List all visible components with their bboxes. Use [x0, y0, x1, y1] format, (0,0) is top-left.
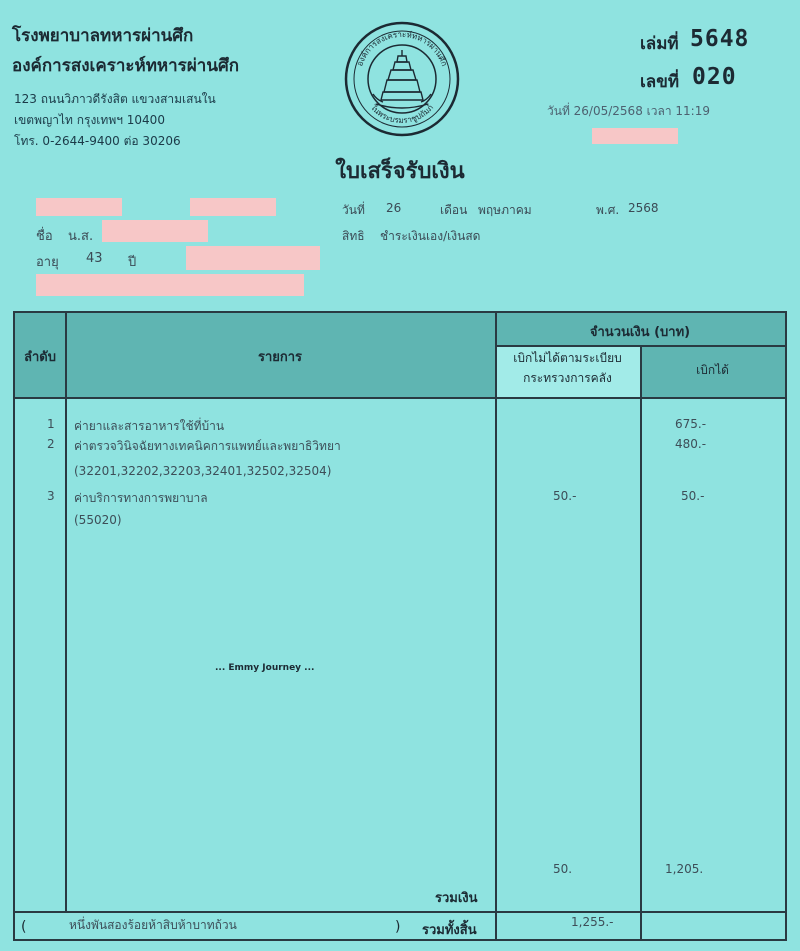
date-month-label: เดือน [440, 203, 468, 217]
rights-label: สิทธิ [342, 229, 365, 243]
row-2-item: ค่าตรวจวินิจฉัยทางเทคนิคการแพทย์และพยาธิวิทยา [74, 439, 341, 453]
column-header-claim: เบิกได้ [696, 363, 729, 377]
book-number-value: 5648 [690, 26, 750, 52]
col-divider [65, 313, 67, 913]
redacted-block [36, 274, 304, 296]
date-day-label: วันที่ [342, 203, 365, 217]
row-2-codes: (32201,32202,32203,32401,32502,32504) [74, 464, 332, 478]
row-3-item: ค่าบริการทางการพยาบาล [74, 491, 208, 505]
redacted-block [36, 198, 122, 216]
row-1-seq: 1 [47, 417, 55, 431]
receipt-number-value: 020 [692, 64, 737, 90]
row-3-claim: 50.- [681, 489, 705, 503]
receipt-number-label: เลขที่ [640, 72, 680, 92]
row-3-seq: 3 [47, 489, 55, 503]
date-day-value: 26 [386, 201, 402, 215]
rights-value: ชำระเงินเอง/เงินสด [380, 229, 481, 243]
date-year-value: 2568 [628, 201, 659, 215]
total-label: รวมทั้งสิ้น [422, 923, 477, 938]
row-2-claim: 480.- [675, 437, 707, 451]
column-header-nonclaim-line2: กระทรวงการคลัง [523, 371, 612, 385]
phone-number: โทร. 0-2644-9400 ต่อ 30206 [14, 134, 181, 148]
redacted-block [102, 220, 208, 242]
row-2-seq: 2 [47, 437, 55, 451]
redacted-block [592, 128, 678, 144]
organization-seal-logo [343, 20, 461, 138]
subtotal-claim: 1,205. [665, 862, 704, 876]
row-1-item: ค่ายาและสารอาหารใช้ที่บ้าน [74, 419, 225, 433]
address-line-1: 123 ถนนวิภาวดีรังสิต แขวงสามเสนใน [14, 92, 216, 106]
row-divider [15, 397, 785, 399]
patient-name-label: ชื่อ [36, 229, 53, 244]
col-divider [640, 345, 642, 939]
hospital-name: โรงพยาบาลทหารผ่านศึก [12, 26, 194, 46]
patient-age-label: อายุ [36, 255, 59, 270]
amount-words-open-paren: ( [21, 919, 27, 935]
row-divider [15, 911, 785, 913]
organization-name: องค์การสงเคราะห์ทหารผ่านศึก [12, 56, 240, 76]
column-header-amount: จำนวนเงิน (บาท) [589, 325, 691, 340]
subtotal-label: รวมเงิน [435, 891, 478, 906]
amount-in-words: หนึ่งพันสองร้อยห้าสิบห้าบาทถ้วน [69, 918, 237, 932]
patient-age-unit: ปี [128, 255, 137, 270]
items-table [13, 311, 787, 941]
seal-ring-text-top: องค์การสงเคราะห์ทหารผ่านศึก [355, 29, 449, 68]
amount-words-close-paren: ) [395, 919, 401, 935]
printed-datetime: วันที่ 26/05/2568 เวลา 11:19 [547, 104, 710, 118]
column-header-seq: ลำดับ [24, 350, 56, 365]
redacted-block [186, 246, 320, 270]
row-divider [495, 345, 785, 347]
date-month-value: พฤษภาคม [478, 203, 532, 217]
column-header-items: รายการ [257, 350, 303, 365]
watermark-text: ... Emmy Journey ... [215, 663, 315, 673]
row-3-nonclaim: 50.- [553, 489, 577, 503]
redacted-block [190, 198, 276, 216]
subtotal-nonclaim: 50. [553, 862, 573, 876]
col-divider [495, 313, 497, 939]
book-number-label: เล่มที่ [640, 34, 679, 54]
date-year-label: พ.ศ. [596, 203, 620, 217]
patient-age-value: 43 [86, 251, 103, 266]
document-title: ใบเสร็จรับเงิน [335, 159, 465, 184]
row-3-codes: (55020) [74, 513, 122, 527]
patient-title-prefix: น.ส. [68, 229, 94, 244]
total-value: 1,255.- [571, 915, 614, 929]
address-line-2: เขตพญาไท กรุงเทพฯ 10400 [14, 113, 165, 127]
seal-ring-text-bottom: ในพระบรมราชูปถัมภ์ [368, 102, 436, 126]
column-header-nonclaim-line1: เบิกไม่ได้ตามระเบียบ [513, 351, 622, 365]
row-1-claim: 675.- [675, 417, 707, 431]
